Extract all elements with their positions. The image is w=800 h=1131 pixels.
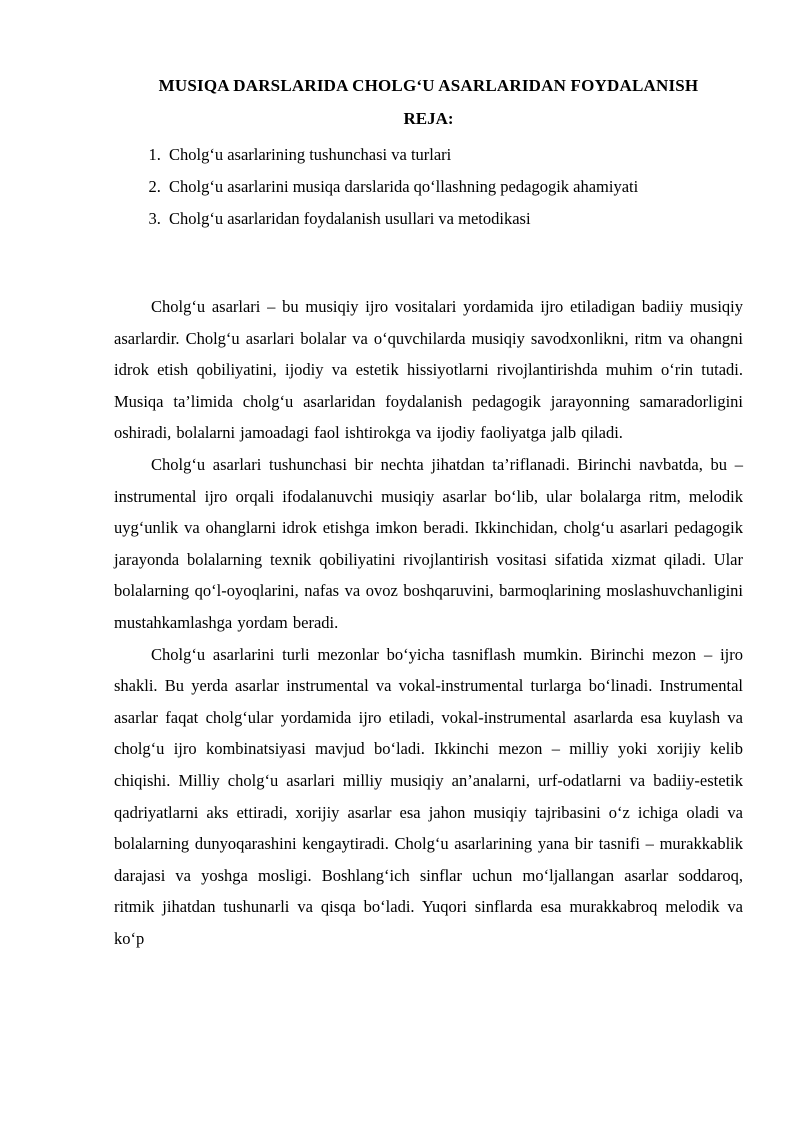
plan-item-3: 3. Cholgʻu asarlaridan foydalanish usullari va metodikasi xyxy=(165,203,743,235)
plan-item-1: 1. Cholgʻu asarlarining tushunchasi va turlari xyxy=(165,139,743,171)
plan-item-2: 2. Cholgʻu asarlarini musiqa darslarida qoʻllashning pedagogik ahamiyati xyxy=(165,171,743,203)
document-title: MUSIQA DARSLARIDA CHOLGʻU ASARLARIDAN FOYDALANISH xyxy=(158,76,699,95)
document-body xyxy=(114,291,743,954)
paragraph-2: Cholgʻu asarlari tushunchasi bir nechta jihatdan ta’riflanadi. Birinchi navbatda, bu – instrumental ijro orqali ifodalanuvchi musiqiy asarlar boʻlib, ular bolalarga ritm, melodik uygʻunlik va ohanglarni idrok etishga imkon beradi. Ikkinchidan, cholgʻu asarlari pedagogik jarayonda bolalarning texnik qobiliyatini rivojlantirish vositasi sifatida xizmat qiladi. Ular bolalarning qoʻl-oyoqlarini, nafas va ovoz boshqaruvini, barmoqlarining moslashuvchanligini mustahkamlashga yordam beradi. xyxy=(114,454,743,632)
plan-list xyxy=(114,139,743,235)
plan-heading: REJA: xyxy=(403,109,454,128)
paragraph-1: Cholgʻu asarlari – bu musiqiy ijro vositalari yordamida ijro etiladigan badiiy musiqiy asarlardir. Cholgʻu asarlari bolalar va oʻquvchilarda musiqiy savodxonlikni, ritm va ohangni idrok etish qobiliyatini, ijodiy va estetik hissiyotlarni rivojlantirishda muhim oʻrin tutadi. Musiqa ta’limida cholgʻu asarlaridan foydalanish pedagogik jarayonning samaradorligini oshiradi, bolalarni jamoadagi faol ishtirokga va ijodiy faoliyatga jalb qiladi. xyxy=(114,297,743,443)
paragraph-3: Cholgʻu asarlarini turli mezonlar boʻyicha tasniflash mumkin. Birinchi mezon – ijro shakli. Bu yerda asarlar instrumental va vokal-instrumental turlarga boʻlinadi. Instrumental asarlar faqat cholgʻular yordamida ijro etiladi, vokal-instrumental asarlarda esa kuylash va cholgʻu ijro kombinatsiyasi mavjud boʻladi. Ikkinchi mezon – milliy yoki xorijiy kelib chiqishi. Milliy cholgʻu asarlari milliy musiqiy an’analarni, urf-odatlarni va badiiy-estetik qadriyatlarni aks ettiradi, xorijiy asarlar esa jahon musiqiy tajribasini oʻz ichiga oladi va bolalarning dunyoqarashini kengaytiradi. Cholgʻu asarlarining yana bir tasnifi – murakkablik darajasi va yoshga mosligi. Boshlangʻich sinflar uchun moʻljallangan asarlar soddaroq, ritmik jihatdan tushunarli va qisqa boʻladi. Yuqori sinflarda esa murakkabroq melodik va koʻp xyxy=(114,644,743,948)
